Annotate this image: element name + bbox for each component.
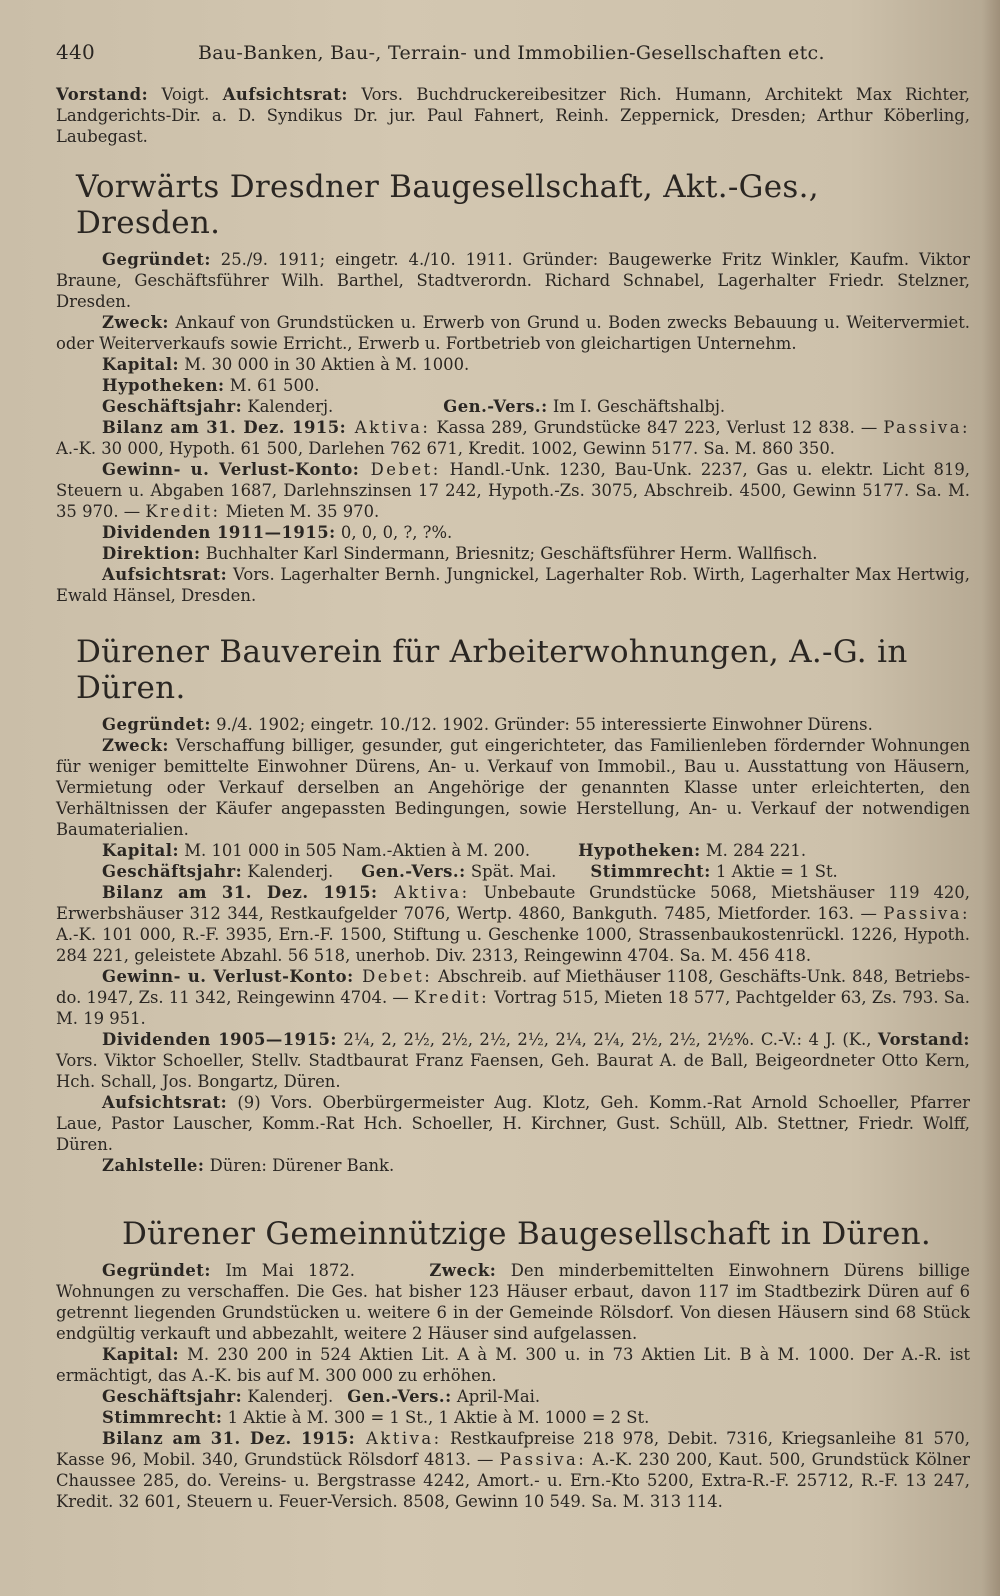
- genvers-label: Gen.-Vers.:: [443, 397, 548, 416]
- stimmrecht-label: Stimmrecht:: [102, 1408, 223, 1427]
- guv-label: Gewinn- u. Verlust-Konto:: [102, 967, 354, 986]
- passiva-label: Passiva:: [883, 904, 970, 923]
- kapital-label: Kapital:: [102, 1345, 180, 1364]
- running-title: Bau-Banken, Bau-, Terrain- und Immobilien-Gesellschaften etc.: [198, 42, 825, 64]
- vorstand-text: Vors. Viktor Schoeller, Stellv. Stadtbaurat Franz Faensen, Geh. Baurat A. de Ball, Beigeordneter Otto Kern, Hch. Schall, Jos. Bongartz, Düren.: [56, 1051, 970, 1091]
- stimmrecht-text: 1 Aktie à M. 300 = 1 St., 1 Aktie à M. 1000 = 2 St.: [222, 1408, 650, 1427]
- gegruendet-zweck-paragraph: [56, 1260, 970, 1344]
- kapital-text: M. 101 000 in 505 Nam.-Aktien à M. 200.: [179, 841, 531, 860]
- vorstand-label: Vorstand:: [56, 85, 149, 104]
- aktiva-label: Aktiva:: [377, 883, 470, 902]
- kapital-paragraph: [56, 1344, 970, 1386]
- vorstand-text: Voigt.: [148, 85, 223, 104]
- guv-label: Gewinn- u. Verlust-Konto:: [102, 460, 360, 479]
- dividenden-label: Dividenden 1905—1915:: [102, 1030, 337, 1049]
- hypotheken-label: Hypotheken:: [102, 376, 225, 395]
- bilanz-label: Bilanz am 31. Dez. 1915:: [102, 1429, 356, 1448]
- zweck-label: Zweck:: [102, 736, 169, 755]
- genvers-text: Im I. Geschäftshalbj.: [547, 397, 726, 416]
- zweck-text: Verschaffung billiger, gesunder, gut eingerichteter, das Familienleben fördernder Wohnungen für weniger bemittelte Einwohner Dürens, An- u. Verkauf von Immobil., Bau u. Ausstattung von Häusern, Vermietung oder Verkauf derselben an Angehörige der genannten Klasse unter erleichterten, den Verhältnissen der Käufer angepassten Bedingungen, sowie Herstellung, An- u. Verkauf der notwendigen Baumaterialien.: [56, 736, 970, 839]
- zweck-text: Den minderbemittelten Einwohnern Dürens billige Wohnungen zu verschaffen. Die Ges. hat bisher 123 Häuser erbaut, davon 117 im Stadtbezirk Düren auf 6 getrennt liegenden Grundstücken u. weitere 6 in der Gemeinde Rölsdorf. Von diesen Häusern sind 68 Stück endgültig verkauft und abbezahlt, weitere 2 Häuser sind aufgelassen.: [56, 1261, 970, 1343]
- stimmrecht-label: Stimmrecht:: [590, 862, 711, 881]
- passiva-label: Passiva:: [499, 1450, 587, 1469]
- debet-label: Debet:: [359, 460, 441, 479]
- company-entry-dueren-gemeinnuetzige: [56, 1216, 970, 1512]
- geschaeftsjahr-text: Kalenderj.: [242, 862, 334, 881]
- gegruendet-text: 25./9. 1911; eingetr. 4./10. 1911. Gründer: Baugewerke Fritz Winkler, Kaufm. Viktor Braune, Geschäftsführer Wilh. Barthel, Stadtverordn. Richard Schnabel, Lagerhalter Friedr. Stelzner, Dresden.: [56, 250, 970, 311]
- zweck-paragraph: [56, 735, 970, 840]
- geschaeftsjahr-text: Kalenderj.: [242, 1387, 334, 1406]
- kredit-text: Vortrag 515, Mieten 18 577, Pachtgelder 63, Zs. 793. Sa. M. 19 951.: [56, 988, 970, 1028]
- bilanz-paragraph: [56, 882, 970, 966]
- company-title: Dürener Bauverein für Arbeiterwohnungen, A.-G. in Düren.: [76, 634, 908, 706]
- hypotheken-line: [56, 375, 970, 396]
- gegruendet-label: Gegründet:: [102, 715, 211, 734]
- zweck-label: Zweck:: [429, 1261, 497, 1280]
- kapital-text: M. 230 200 in 524 Aktien Lit. A à M. 300 u. in 73 Aktien Lit. B à M. 1000. Der A.-R. ist ermächtigt, das A.-K. bis auf M. 300 000 zu erhöhen.: [56, 1345, 970, 1385]
- genvers-text: April-Mai.: [451, 1387, 541, 1406]
- direktion-label: Direktion:: [102, 544, 201, 563]
- bilanz-text: Restkaufpreise 218 978, Debit. 7316, Kriegsanleihe 81 570, Kasse 96, Mobil. 340, Grundstück Rölsdorf 4813. —: [56, 1429, 970, 1469]
- direktion-text: Buchhalter Karl Sindermann, Briesnitz; Geschäftsführer Herm. Wallfisch.: [200, 544, 818, 563]
- hypotheken-text: M. 284 221.: [700, 841, 807, 860]
- company-entry-dueren-bauverein: [56, 634, 970, 1176]
- kredit-label: Kredit:: [413, 988, 490, 1007]
- aufsichtsrat-text: Vors. Buchdruckereibesitzer Rich. Humann, Architekt Max Richter, Landgerichts-Dir. a. D. Syndikus Dr. jur. Paul Fahnert, Reinh. Zeppernick, Dresden; Arthur Köberling, Laubegast.: [56, 85, 970, 146]
- geschaeftsjahr-line: [56, 396, 970, 417]
- zweck-line: [56, 312, 970, 354]
- bilanz-text: Kassa 289, Grundstücke 847 223, Verlust 12 838. —: [430, 418, 884, 437]
- passiva-text: A.-K. 230 200, Kaut. 500, Grundstück Kölner Chaussee 285, do. Vereins- u. Bergstrasse 4242, Amort.- u. Ern.-Kto 5200, Extra-R.-F. 25712, R.-F. 13 247, Kredit. 32 601, Steuern u. Feuer-Versich. 8508, Gewinn 10 549. Sa. M. 313 114.: [56, 1450, 970, 1511]
- vorstand-label: Vorstand:: [877, 1030, 970, 1049]
- kredit-label: Kredit:: [145, 502, 221, 521]
- stimmrecht-line: [56, 1407, 970, 1428]
- kredit-text: Mieten M. 35 970.: [220, 502, 380, 521]
- dividenden-line: [56, 522, 970, 543]
- company-title: Dürener Gemeinnützige Baugesellschaft in Düren.: [122, 1216, 932, 1252]
- geschaeftsjahr-line: [56, 861, 970, 882]
- guv-paragraph: [56, 966, 970, 1029]
- aktiva-label: Aktiva:: [346, 418, 431, 437]
- kapital-label: Kapital:: [102, 355, 180, 374]
- kapital-line: [56, 840, 970, 861]
- bilanz-paragraph: [56, 1428, 970, 1512]
- zweck-text: Ankauf von Grundstücken u. Erwerb von Grund u. Boden zwecks Bebauung u. Weitervermiet. oder Weiterverkaufs sowie Erricht., Erwerb u. Fortbetrieb von gleichartigen Unternehm.: [56, 313, 970, 353]
- guv-paragraph: [56, 459, 970, 522]
- zahlstelle-text: Düren: Dürener Bank.: [204, 1156, 395, 1175]
- gegruendet-line: [56, 714, 970, 735]
- geschaeftsjahr-line: [56, 1386, 970, 1407]
- kapital-line: [56, 354, 970, 375]
- guv-text: Abschreib. auf Miethäuser 1108, Geschäfts-Unk. 848, Betriebs- do. 1947, Zs. 11 342, Reingewinn 4704. —: [56, 967, 970, 1007]
- page-edge-shadow: [982, 0, 1000, 1596]
- zahlstelle-label: Zahlstelle:: [102, 1156, 205, 1175]
- direktion-line: [56, 543, 970, 564]
- genvers-label: Gen.-Vers.:: [361, 862, 466, 881]
- dividenden-label: Dividenden 1911—1915:: [102, 523, 336, 542]
- company-entry-vorwaerts: [56, 169, 970, 606]
- zweck-label: Zweck:: [102, 313, 169, 332]
- running-head: [56, 40, 970, 64]
- gegruendet-line: [56, 249, 970, 312]
- guv-text: Handl.-Unk. 1230, Bau-Unk. 2237, Gas u. elektr. Licht 819, Steuern u. Abgaben 1687, Darlehnszinsen 17 242, Hypoth.-Zs. 3075, Abschreib. 4500, Gewinn 5177. Sa. M. 35 970. —: [56, 460, 971, 521]
- zahlstelle-line: [56, 1155, 970, 1176]
- aufsichtsrat-paragraph: [56, 1092, 970, 1155]
- dividenden-text: 2¼, 2, 2½, 2½, 2½, 2½, 2¼, 2¼, 2½, 2½, 2½%. C.-V.: 4 J. (K.,: [336, 1030, 872, 1049]
- genvers-label: Gen.-Vers.:: [347, 1387, 452, 1406]
- stimmrecht-text: 1 Aktie = 1 St.: [710, 862, 838, 881]
- aufsichtsrat-label: Aufsichtsrat:: [222, 85, 348, 104]
- hypotheken-label: Hypotheken:: [578, 841, 701, 860]
- aufsichtsrat-label: Aufsichtsrat:: [102, 565, 228, 584]
- passiva-text: A.-K. 101 000, R.-F. 3935, Ern.-F. 1500, Stiftung u. Geschenke 1000, Strassenbaukostenrückl. 1226, Hypoth. 284 221, geleistete Abzahl. 56 518, unerhob. Div. 2313, Reingewinn 4704. Sa. M. 456 418.: [56, 925, 970, 965]
- geschaeftsjahr-label: Geschäftsjahr:: [102, 397, 243, 416]
- aufsichtsrat-text: Vors. Lagerhalter Bernh. Jungnickel, Lagerhalter Rob. Wirth, Lagerhalter Max Hertwig, Ewald Hänsel, Dresden.: [56, 565, 970, 605]
- page-number: 440: [56, 40, 96, 64]
- company-title: Vorwärts Dresdner Baugesellschaft, Akt.-Ges., Dresden.: [76, 169, 819, 241]
- bilanz-text: Unbebaute Grundstücke 5068, Mietshäuser 119 420, Erwerbshäuser 312 344, Restkaufgelder 7076, Wertp. 4860, Bankguth. 7485, Mietforder. 163. —: [56, 883, 971, 923]
- debet-label: Debet:: [353, 967, 433, 986]
- passiva-text: A.-K. 30 000, Hypoth. 61 500, Darlehen 762 671, Kredit. 1002, Gewinn 5177. Sa. M. 860 350.: [56, 439, 835, 458]
- geschaeftsjahr-label: Geschäftsjahr:: [102, 862, 243, 881]
- passiva-label: Passiva:: [883, 418, 971, 437]
- dividenden-text: 0, 0, 0, ?, ?%.: [335, 523, 453, 542]
- gegruendet-text: Im Mai 1872.: [210, 1261, 370, 1280]
- bilanz-paragraph: [56, 417, 970, 459]
- aufsichtsrat-text: (9) Vors. Oberbürgermeister Aug. Klotz, Geh. Komm.-Rat Arnold Schoeller, Pfarrer Laue, Pastor Lauscher, Komm.-Rat Hch. Schoeller, H. Kirchner, Gust. Schüll, Alb. Stettner, Friedr. Wolff, Düren.: [56, 1093, 970, 1154]
- gegruendet-text: 9./4. 1902; eingetr. 10./12. 1902. Gründer: 55 interessierte Einwohner Dürens.: [210, 715, 873, 734]
- intro-paragraph: [56, 84, 970, 147]
- genvers-text: Spät. Mai.: [465, 862, 557, 881]
- gegruendet-label: Gegründet:: [102, 1261, 211, 1280]
- dividenden-line: [56, 1029, 970, 1092]
- gegruendet-label: Gegründet:: [102, 250, 211, 269]
- kapital-text: M. 30 000 in 30 Aktien à M. 1000.: [179, 355, 470, 374]
- bilanz-label: Bilanz am 31. Dez. 1915:: [102, 883, 378, 902]
- kapital-label: Kapital:: [102, 841, 180, 860]
- geschaeftsjahr-text: Kalenderj.: [242, 397, 334, 416]
- aufsichtsrat-paragraph: [56, 564, 970, 606]
- aktiva-label: Aktiva:: [355, 1429, 442, 1448]
- aufsichtsrat-label: Aufsichtsrat:: [102, 1093, 228, 1112]
- hypotheken-text: M. 61 500.: [224, 376, 320, 395]
- geschaeftsjahr-label: Geschäftsjahr:: [102, 1387, 243, 1406]
- bilanz-label: Bilanz am 31. Dez. 1915:: [102, 418, 347, 437]
